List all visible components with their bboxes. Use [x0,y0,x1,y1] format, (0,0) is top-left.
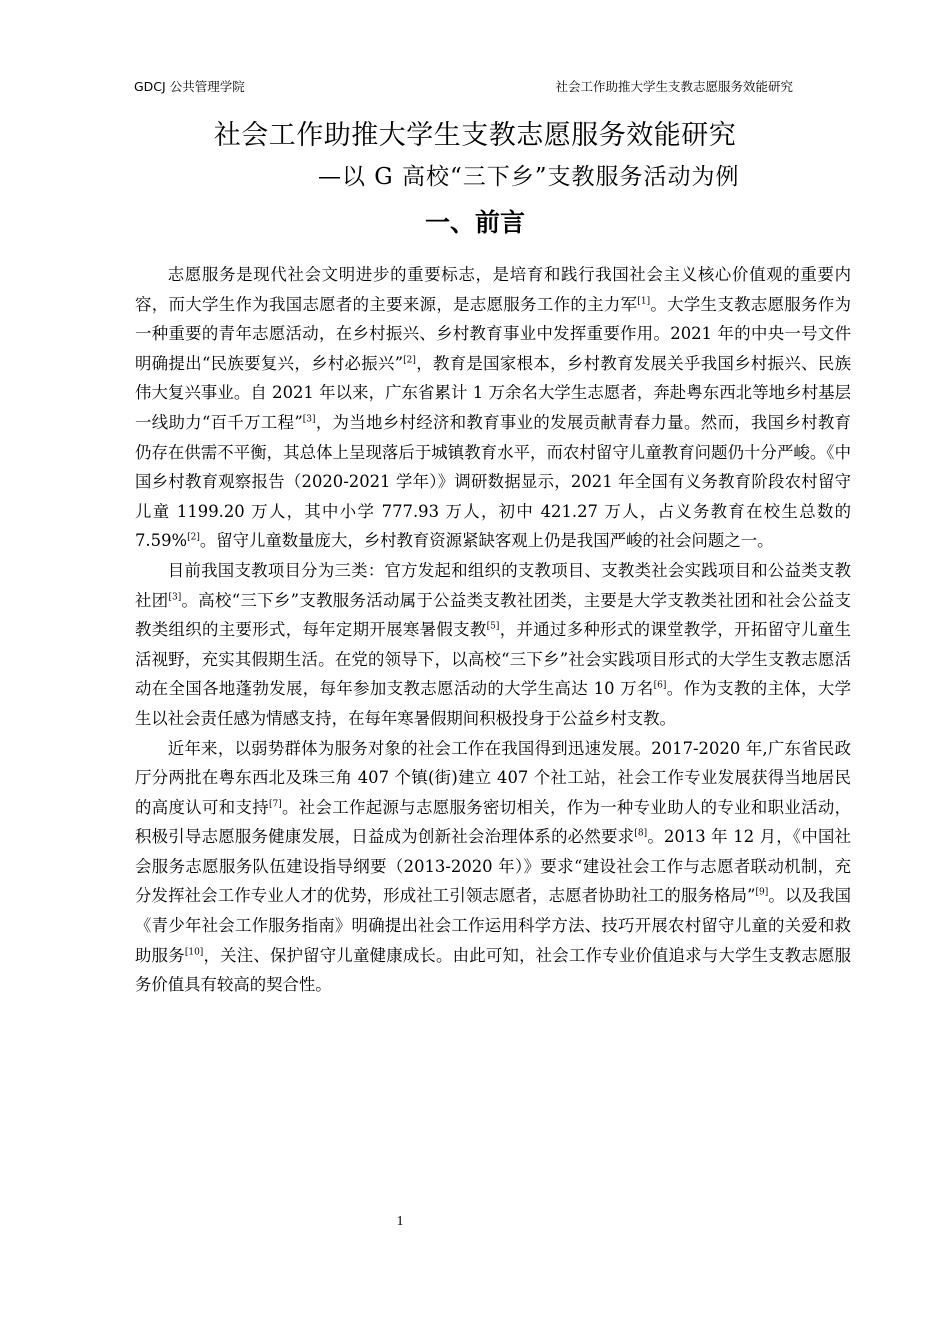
paragraph-text: ，教育是国家根本，乡村教育发展关乎我国乡村振兴、民族伟大复兴事业。自 2021 年以来，广东省累计 1 万余名大学生志愿者，奔赴粤东西北等地乡村基层一线助力“百千万工程” [135,353,852,432]
paragraph-text: 。大学生支教志愿服务作为一种重要的青年志愿活动，在乡村振兴、乡村教育事业中发挥重要作用。2021 年的中央一号文件明确提出“民族要复兴，乡村必振兴” [135,294,852,373]
page-number: 1 [396,1214,404,1229]
paragraph-text: 。留守儿童数量庞大，乡村教育资源紧缺客观上仍是我国严峻的社会问题之一。 [199,531,774,551]
paragraph-text: 。2013 年 12 月，《中国社会服务志愿服务队伍建设指导纲要（2013-2020 年）》要求“建设社会工作与志愿者联动机制，充分发挥社会工作专业人才的优势，形成社工引领志愿者，志愿者协助社工的服务格局” [135,827,852,906]
paragraph-text: ，并通过多种形式的课堂教学，开拓留守儿童生活视野，充实其假期生活。在党的领导下，以高校“三下乡”社会实践项目形式的大学生支教志愿活动在全国各地蓬勃发展，每年参加支教志愿活动的大学生高达 10 万名 [135,620,851,699]
paragraph-text: 。以及我国《青少年社会工作服务指南》明确提出社会工作运用科学方法、技巧开展农村留守儿童的关爱和救助服务 [135,886,851,965]
paragraph-text: ，关注、保护留守儿童健康成长。由此可知，社会工作专业价值追求与大学生支教志愿服务价值具有较高的契合性。 [135,945,852,995]
paragraph-text: 。社会工作起源与志愿服务密切相关，作为一种专业助人的专业和职业活动，积极引导志愿服务健康发展，日益成为创新社会治理体系的必然要求 [135,797,851,847]
citation-marker: [3] [168,592,182,603]
citation-marker: [5] [486,621,500,632]
citation-marker: [3] [302,414,316,425]
citation-marker: [7] [268,799,282,810]
running-header-right: 社会工作助推大学生支教志愿服务效能研究 [555,79,793,94]
paragraph-text: 。作为支教的主体，大学生以社会责任感为情感支持，在每年寒暑假期间积极投身于公益乡村支教。 [135,679,851,728]
body-paragraph [135,734,851,1000]
paragraph-text: 志愿服务是现代社会文明进步的重要标志，是培育和践行我国社会主义核心价值观的重要内容，而大学生作为我国志愿者的主要来源，是志愿服务工作的主力军 [135,265,851,314]
citation-marker: [8] [634,828,648,839]
running-header-left: GDCJ 公共管理学院 [134,79,245,94]
citation-marker: [6] [653,680,667,691]
citation-marker: [9] [755,888,769,898]
paragraph-text: 。高校“三下乡”支教服务活动属于公益类支教社团类，主要是大学支教类社团和社会公益支教类组织的主要形式，每年定期开展寒暑假支教 [135,590,852,640]
citation-marker: [10] [184,947,204,958]
section-heading: 一、前言 [424,208,525,237]
paragraph-text: 近年来，以弱势群体为服务对象的社会工作在我国得到迅速发展。2017-2020 年,广东省民政厅分两批在粤东西北及珠三角 407 个镇(街)建立 407 个社工站，社会工作专业发展获得当地居民的高度认可和支持 [135,738,851,817]
citation-marker: [2] [403,355,416,366]
body-paragraph [135,556,851,734]
body-text [135,260,851,1000]
citation-marker: [1] [637,296,651,307]
document-subtitle: —以 G 高校“三下乡”支教服务活动为例 [318,164,740,190]
citation-marker: [2] [187,532,200,543]
paragraph-text: 目前我国支教项目分为三类：官方发起和组织的支教项目、支教类社会实践项目和公益类支教社团 [135,560,851,610]
body-paragraph [135,260,851,556]
paragraph-text: ，为当地乡村经济和教育事业的发展贡献青春力量。然而，我国乡村教育仍存在供需不平衡，其总体上呈现落后于城镇教育水平，而农村留守儿童教育问题仍十分严峻。《中国乡村教育观察报告（2020-2021 学年）》调研数据显示，2021 年全国有义务教育阶段农村留守儿童 1199.20 万人，其中小学 777.93 万人，初中 421.27 万人，占义务教育在校生总数的 7.59% [135,412,851,551]
document-title: 社会工作助推大学生支教志愿服务效能研究 [213,120,737,151]
